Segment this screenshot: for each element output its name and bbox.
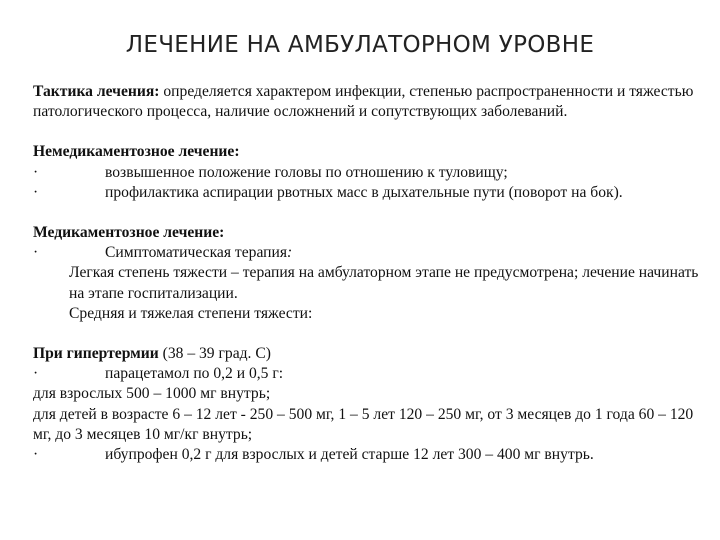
nondrug-item-1 <box>33 163 713 183</box>
symptomatic-text: Симптоматическая терапия <box>105 244 288 262</box>
moderate-severity-text: Средняя и тяжелая степени тяжести: <box>69 304 313 322</box>
adults-dose: для взрослых 500 – 1000 мг внутрь; <box>33 385 271 403</box>
bullet-dot: · <box>33 446 39 464</box>
fever-heading-line <box>33 344 713 364</box>
fever-range: (38 – 39 град. С) <box>158 345 271 363</box>
slide-title: ЛЕЧЕНИЕ НА АМБУЛАТОРНОМ УРОВНЕ <box>125 32 595 58</box>
children-dose: для детей в возрасте 6 – 12 лет - 250 – 500 мг, 1 – 5 лет 120 – 250 мг, от 3 месяцев до 1 года 60 – 120 мг, до 3 месяцев 10 мг/кг внутрь; <box>33 405 694 443</box>
mild-severity-text: Легкая степень тяжести – терапия на амбулаторном этапе не предусмотрена; лечение начинать на этапе госпитализации. <box>69 264 699 302</box>
bullet-dot: · <box>33 183 39 201</box>
symptomatic-item <box>33 243 713 263</box>
tactics-text: определяется характером инфекции, степенью распространенности и тяжестью патологического процесса, наличие осложнений и сопутствующих заболеваний. <box>33 83 694 121</box>
bullet-dot: · <box>33 365 39 383</box>
bullet-dot: · <box>33 163 39 181</box>
nondrug-item-2 <box>33 183 713 203</box>
fever-heading: При гипертермии <box>33 345 159 363</box>
document-body <box>33 82 713 465</box>
nondrug-item-text: профилактика аспирации рвотных масс в дыхательные пути (поворот на бок). <box>105 183 623 201</box>
tactics-heading: Тактика лечения: <box>33 83 160 100</box>
paracetamol-item <box>33 364 713 384</box>
nondrug-item-text: возвышенное положение головы по отношению к туловищу; <box>105 163 508 181</box>
ibuprofen-item <box>33 445 713 465</box>
nondrug-heading: Немедикаментозное лечение: <box>33 143 240 161</box>
drug-heading: Медикаментозное лечение: <box>33 224 225 242</box>
tactics-paragraph <box>33 82 713 122</box>
bullet-dot: · <box>33 244 39 262</box>
ibuprofen-text: ибупрофен 0,2 г для взрослых и детей старше 12 лет 300 – 400 мг внутрь. <box>105 446 594 464</box>
symptomatic-colon: : <box>287 244 293 262</box>
paracetamol-text: парацетамол по 0,2 и 0,5 г: <box>105 365 284 383</box>
